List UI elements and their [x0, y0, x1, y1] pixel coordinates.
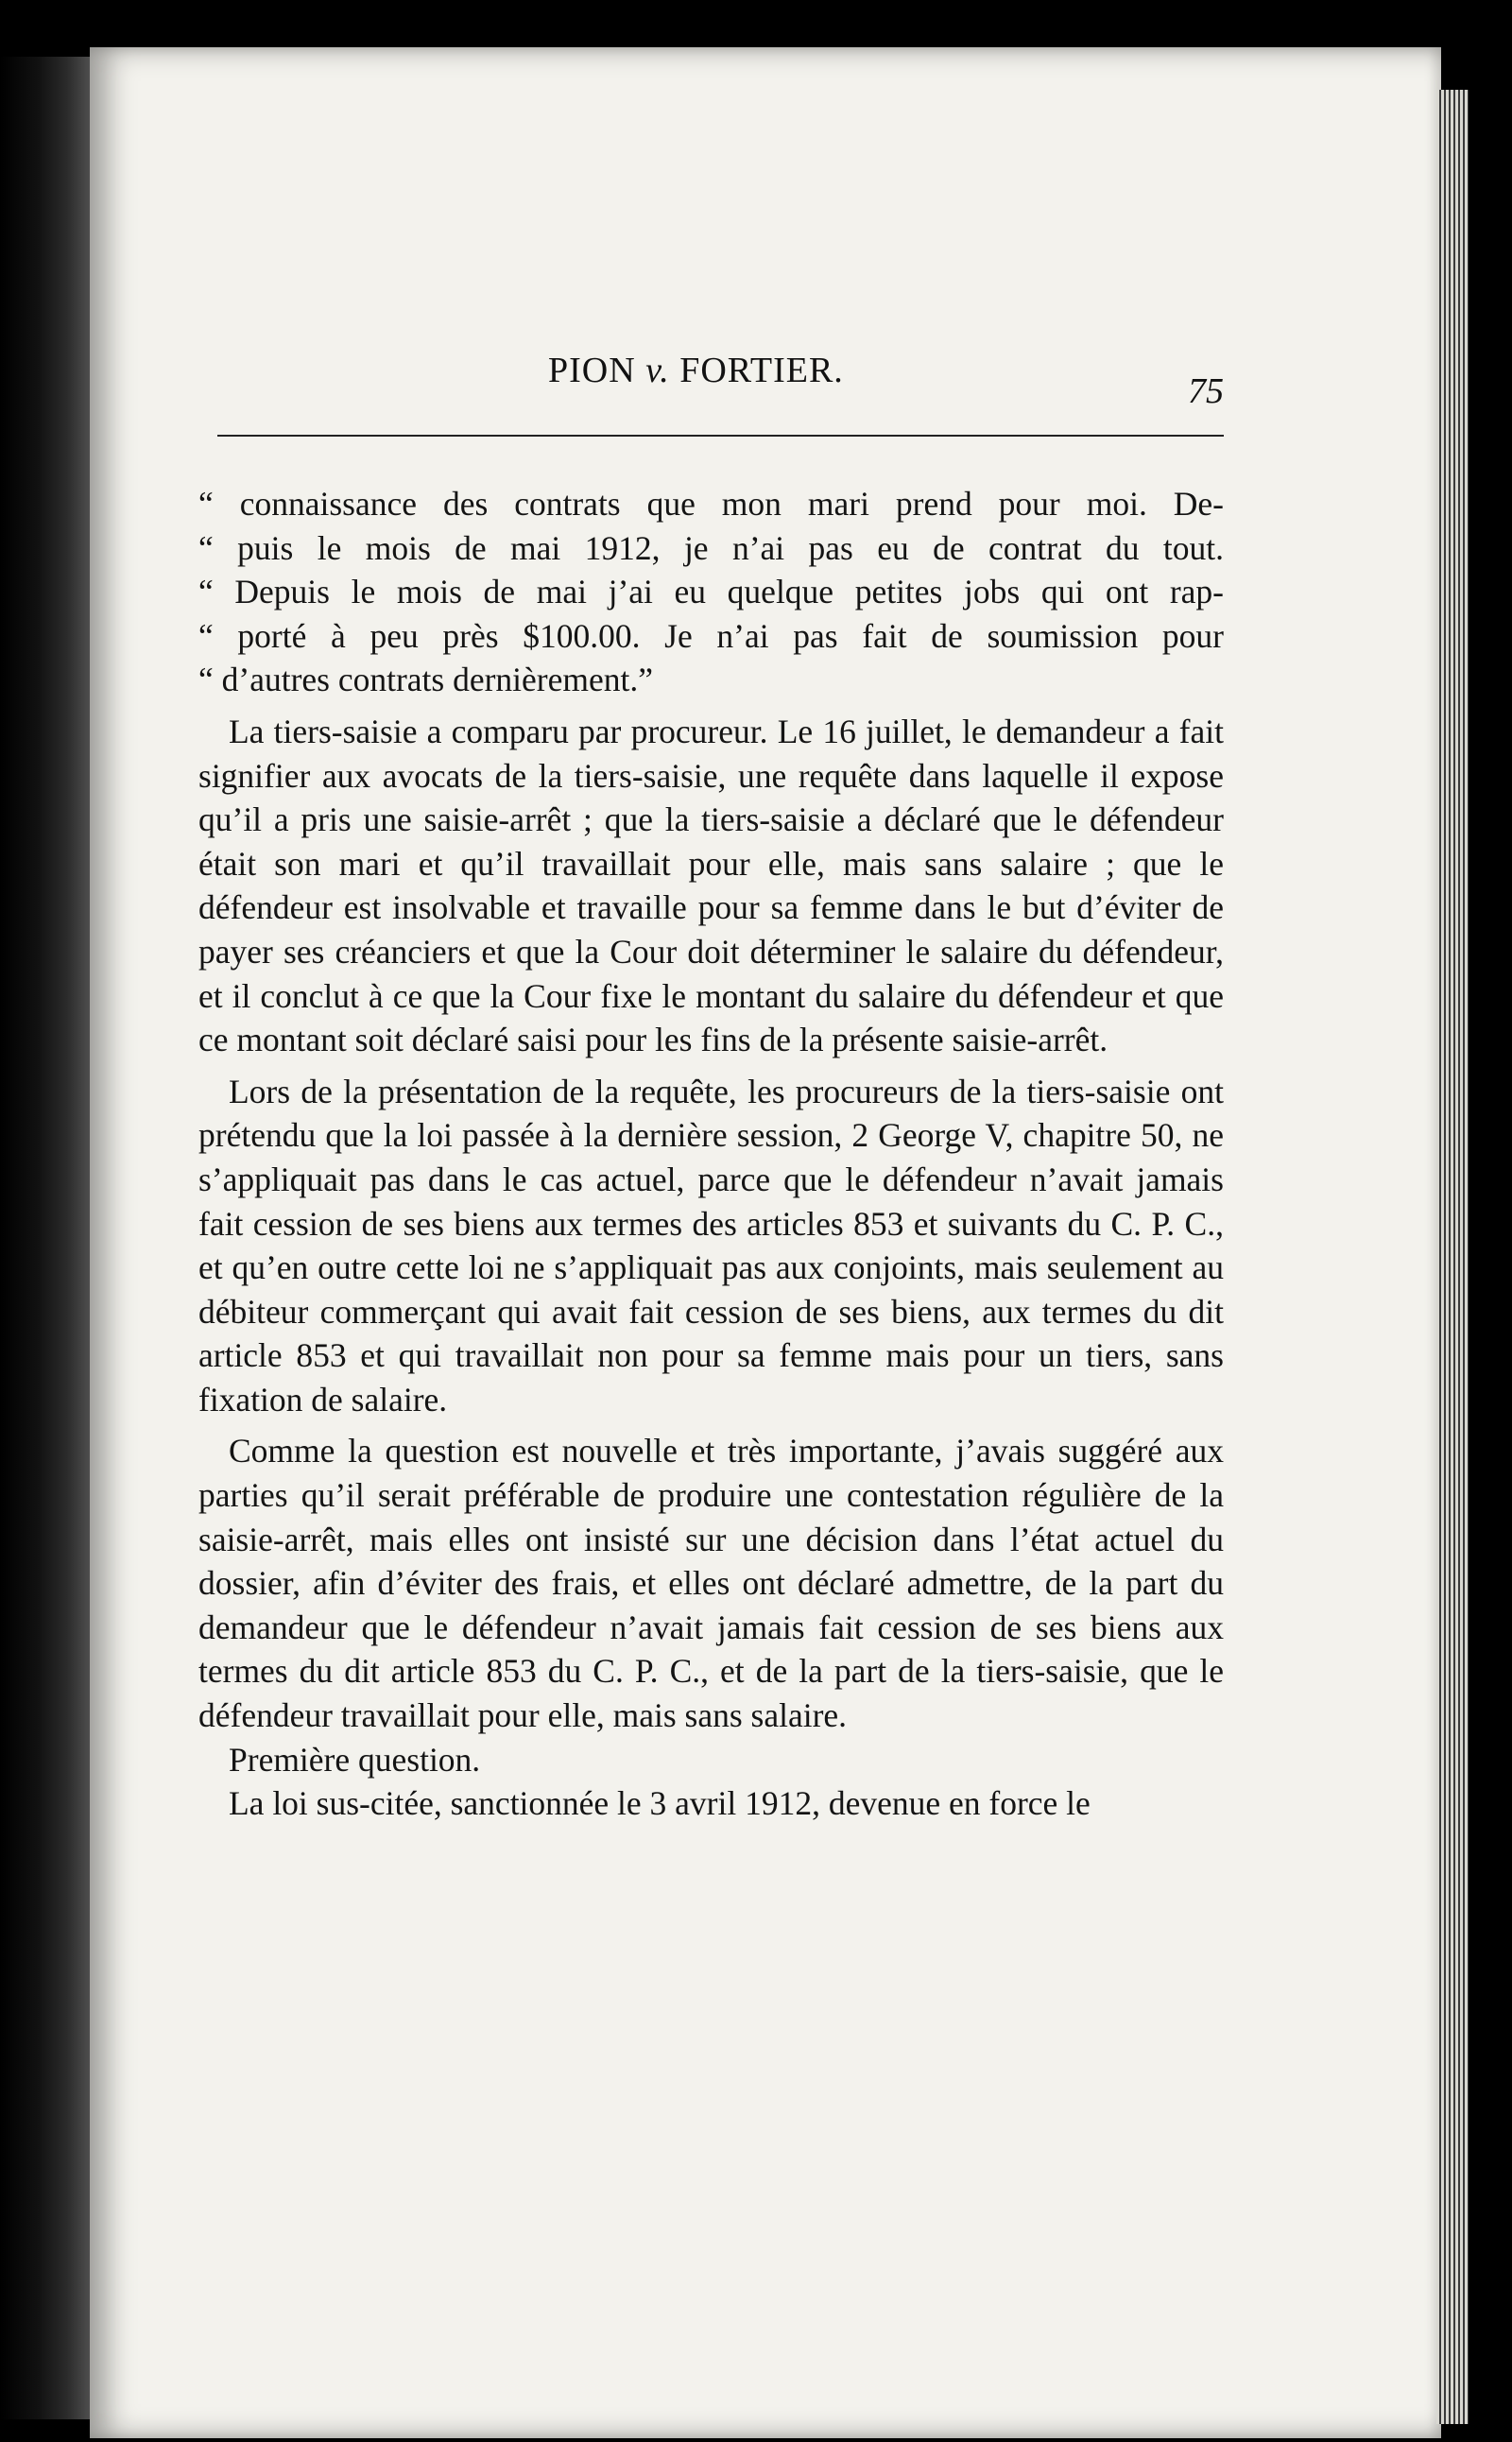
running-title-versus: v. — [645, 351, 670, 390]
paragraph-tiers-saisie: La tiers-saisie a comparu par procureur. Le 16 juillet, le demandeur a fait signifier aux avocats de la tiers-saisie, une requête dans laquelle il expose qu’il a pris une saisie-arrêt ; que la tiers-saisie a déclaré que le défendeur était son mari et qu’il travaillait pour elle, mais sans salaire ; que le défendeur est insolvable et travaille pour sa femme dans le but d’éviter de payer ses créanciers et que la Cour doit déterminer le salaire du défendeur, et il conclut à ce que la Cour fixe le montant du salaire du défendeur et que ce montant soit déclaré saisi pour les fins de la présente saisie-arrêt. — [198, 712, 1224, 1059]
paragraph-question-nouvelle: Comme la question est nouvelle et très importante, j’avais suggéré aux parties qu’il serait préférable de produire une contestation régulière de la saisie-arrêt, mais elles ont insisté sur une décision dans l’état actuel du dossier, afin d’éviter des frais, et elles ont déclaré admettre, de la part du demandeur que le défendeur n’avait jamais fait cession de ses biens aux termes du dit article 853 du C. P. C., et de la part de la tiers-saisie, que le défendeur travaillait pour elle, mais sans salaire. — [198, 1432, 1224, 1735]
running-title-left: PION — [548, 351, 636, 390]
page-header — [213, 340, 1224, 444]
page-number: 75 — [1188, 371, 1224, 411]
quote-line: “ connaissance des contrats que mon mari prend pour moi. De- — [198, 485, 1224, 523]
paragraph-presentation-requete: Lors de la présentation de la requête, les procureurs de la tiers-saisie ont prétendu que la loi passée à la dernière session, 2 George V, chapitre 50, ne s’appliquait pas dans le cas actuel, parce que le défendeur n’avait jamais fait cession de ses biens aux termes des articles 853 et suivants du C. P. C., et qu’en outre cette loi ne s’appliquait pas aux conjoints, mais seulement au débiteur commerçant qui avait fait cession de ses biens, aux termes du dit article 853 et qui travaillait non pour sa femme mais pour un tiers, sans fixation de salaire. — [198, 1072, 1224, 1419]
quote-line: “ Depuis le mois de mai j’ai eu quelque petites jobs qui ont rap- — [198, 573, 1224, 611]
book-spine-shadow — [0, 57, 94, 2419]
running-title — [548, 350, 844, 391]
quote-line: “ d’autres contrats dernièrement.” — [198, 661, 653, 699]
page-body — [198, 482, 1224, 1826]
running-title-right: FORTIER. — [679, 351, 844, 390]
quote-line: “ puis le mois de mai 1912, je n’ai pas eu de contrat du tout. — [198, 528, 1224, 567]
header-rule — [217, 435, 1224, 437]
paragraph-loi-sus-citee: La loi sus-citée, sanctionnée le 3 avril 1912, devenue en force le — [229, 1784, 1091, 1823]
quote-line: “ porté à peu près $100.00. Je n’ai pas fait de soumission pour — [198, 616, 1224, 655]
section-heading-first-question: Première question. — [229, 1740, 481, 1779]
page-edges — [1436, 90, 1469, 2424]
